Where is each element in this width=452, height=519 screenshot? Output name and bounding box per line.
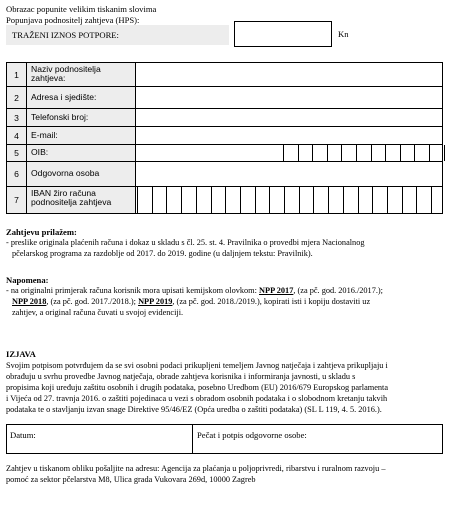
amount-label-cell bbox=[6, 25, 229, 45]
row-number: 6 bbox=[14, 169, 19, 179]
currency-label: Kn bbox=[338, 29, 349, 39]
amount-label: TRAŽENI IZNOS POTPORE: bbox=[12, 30, 119, 40]
row-number: 4 bbox=[14, 131, 19, 141]
iban-cell-divider bbox=[181, 187, 182, 213]
iban-cell-divider bbox=[313, 187, 314, 213]
iban-cell-divider bbox=[343, 187, 344, 213]
statement-line: podataka te o stavljanju izvan snage Direktive 95/46/EZ (Opća uredba o zaštiti podataka) (SL L 119, 4. 5. 2016.). bbox=[6, 405, 382, 414]
note-title: Napomena: bbox=[6, 275, 49, 285]
row-number: 7 bbox=[14, 195, 19, 205]
applicant-name-input[interactable] bbox=[136, 63, 442, 86]
oib-cell-divider bbox=[356, 145, 357, 161]
row-label: E-mail: bbox=[31, 130, 58, 140]
address-input[interactable] bbox=[136, 87, 442, 108]
iban-cell-divider bbox=[255, 187, 256, 213]
statement-line: i Vijeća od 27. travnja 2016. o zaštiti pojedinaca u vezi s obradom osobnih podataka i o slobodnom kretanju takvih bbox=[6, 394, 388, 403]
row-label-cont: podnositelja zahtjeva bbox=[31, 197, 112, 207]
iban-cell-divider bbox=[387, 187, 388, 213]
attachment-line-1: - preslike originala plaćenih računa i dokaz u skladu s čl. 25. st. 4. Pravilnika o provedbi mjera Nacionalnog bbox=[6, 238, 365, 247]
row-label: OIB: bbox=[31, 147, 49, 157]
row-label-cont: zahtjeva: bbox=[31, 73, 66, 83]
iban-cell-divider bbox=[152, 187, 153, 213]
iban-cell-divider bbox=[299, 187, 300, 213]
iban-cell-divider bbox=[358, 187, 359, 213]
iban-cell-divider bbox=[211, 187, 212, 213]
applicant-data-table bbox=[6, 62, 443, 214]
iban-cell-divider bbox=[402, 187, 403, 213]
iban-cell-divider bbox=[269, 187, 270, 213]
statement-line: propisima koji uređuju zaštitu osobnih i drugih podataka, posebno Uredbom (EU) 2016/679 Europskog parlamenta bbox=[6, 383, 389, 392]
iban-cell-divider bbox=[284, 187, 285, 213]
note-line-1: - na originalni primjerak računa korisnik mora upisati kemijskom olovkom: NPP 2017, (za pč. god. 2016./2017.); bbox=[6, 286, 383, 295]
note-line-2: NPP 2018, (za pč. god. 2017./2018.); NPP 2019, (za pč. god. 2018./2019.), kopirati isti i kopiju dostaviti uz bbox=[12, 297, 371, 306]
statement-line: obrađuju u svrhu provedbe Javnog natječaja, obrade zahtjeva korisnika i informiranja javnosti, u skladu s bbox=[6, 372, 356, 381]
email-input[interactable] bbox=[136, 127, 442, 144]
row-number: 3 bbox=[14, 113, 19, 123]
row-label: Odgovorna osoba bbox=[31, 168, 100, 178]
amount-input[interactable] bbox=[234, 21, 332, 47]
footer-line-2: pomoć za sektor pčelarstva M8, Ulica grada Vukovara 269d, 10000 Zagreb bbox=[6, 475, 256, 484]
oib-cell-divider bbox=[283, 145, 284, 161]
row-number: 1 bbox=[14, 70, 19, 80]
iban-cell-divider bbox=[416, 187, 417, 213]
iban-cell-divider bbox=[166, 187, 167, 213]
oib-cell-divider bbox=[341, 145, 342, 161]
attachment-line-2: pčelarskog programa za razdoblje od 2017. do 2019. godine (u daljnjem tekstu: Pravilnik). bbox=[12, 249, 313, 258]
statement-title: IZJAVA bbox=[6, 349, 36, 359]
stamp-signature-field[interactable] bbox=[193, 425, 442, 453]
note-line-3: zahtjev, a original računa čuvati u svojoj evidenciji. bbox=[12, 308, 184, 317]
iban-cell-divider bbox=[137, 187, 138, 213]
responsible-person-input[interactable] bbox=[136, 162, 442, 186]
row-label: Naziv podnositelja bbox=[31, 64, 101, 74]
stamp-signature-label: Pečat i potpis odgovorne osobe: bbox=[197, 430, 307, 440]
oib-input[interactable] bbox=[136, 145, 442, 161]
row-number: 5 bbox=[14, 148, 19, 158]
row-label: Adresa i sjedište: bbox=[31, 92, 97, 102]
row-number: 2 bbox=[14, 93, 19, 103]
oib-cell-divider bbox=[400, 145, 401, 161]
oib-cell-divider bbox=[385, 145, 386, 161]
row-label: IBAN žiro računa bbox=[31, 188, 96, 198]
date-label: Datum: bbox=[10, 430, 36, 440]
oib-cell-divider bbox=[298, 145, 299, 161]
iban-cell-divider bbox=[225, 187, 226, 213]
oib-cell-divider bbox=[371, 145, 372, 161]
oib-cell-divider bbox=[444, 145, 445, 161]
row-label: Telefonski broj: bbox=[31, 112, 89, 122]
attachment-title: Zahtjevu prilažem: bbox=[6, 227, 77, 237]
iban-cell-divider bbox=[431, 187, 432, 213]
statement-line: Svojim potpisom potvrđujem da se svi osobni podaci prikupljeni temeljem Javnog natječaja i zahtjeva prikupljaju i bbox=[6, 361, 388, 370]
iban-cell-divider bbox=[240, 187, 241, 213]
iban-cell-divider bbox=[196, 187, 197, 213]
iban-cell-divider bbox=[328, 187, 329, 213]
oib-cell-divider bbox=[414, 145, 415, 161]
signature-table bbox=[6, 424, 443, 454]
oib-cell-divider bbox=[312, 145, 313, 161]
iban-cell-divider bbox=[372, 187, 373, 213]
oib-cell-divider bbox=[327, 145, 328, 161]
date-field[interactable] bbox=[7, 425, 192, 453]
oib-cell-divider bbox=[429, 145, 430, 161]
phone-input[interactable] bbox=[136, 109, 442, 126]
footer-line-1: Zahtjev u tiskanom obliku pošaljite na adresu: Agencija za plaćanja u poljoprivredi, ribarstvu i ruralnom razvoju – bbox=[6, 464, 386, 473]
form-instruction: Obrazac popunite velikim tiskanim slovima bbox=[6, 4, 157, 14]
filled-by-label: Popunjava podnositelj zahtjeva (HPS): bbox=[6, 15, 140, 25]
